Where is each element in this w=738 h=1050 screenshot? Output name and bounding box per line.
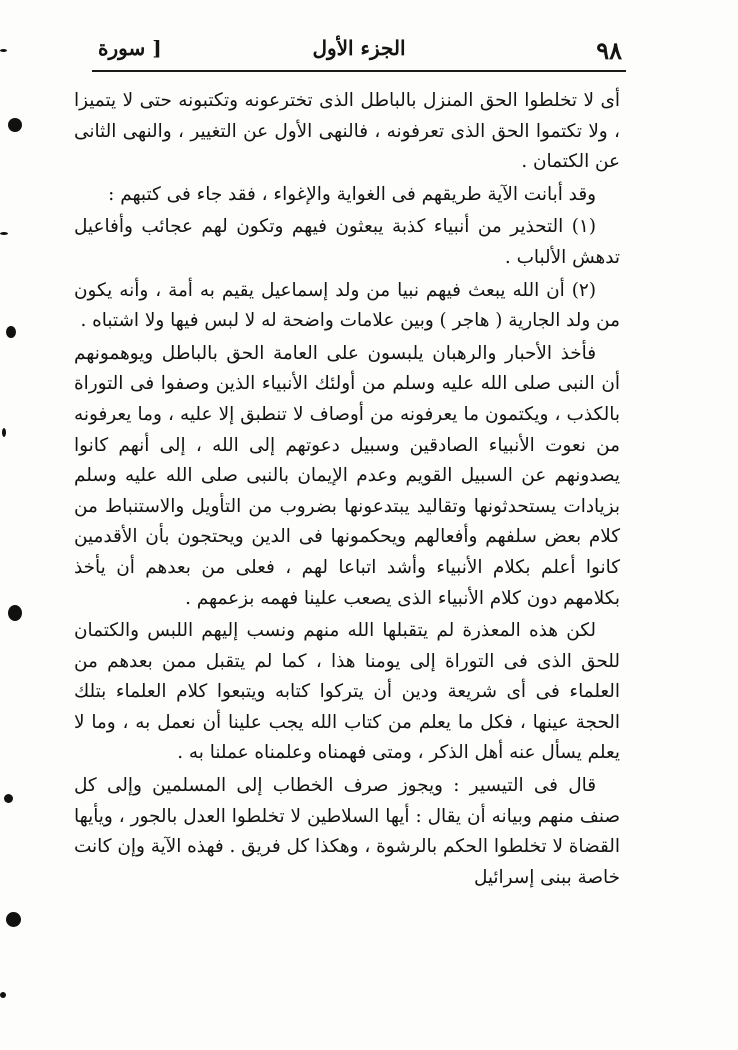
surah-label: [ سورة bbox=[98, 36, 162, 60]
paragraph: قال فى التيسير : ويجوز صرف الخطاب إلى المسلمين وإلى كل صنف منهم وبيانه أن يقال : أيها السلاطين لا تخلطوا العدل بالجور ، ويأيها القضاة لا تخلطوا الحكم بالرشوة ، وهكذا كل فريق . فهذه الآية وإن كانت خاصة ببنى إسرائيل bbox=[74, 775, 620, 888]
scan-speck bbox=[0, 49, 7, 52]
scan-speck bbox=[6, 326, 16, 338]
paragraph: فأخذ الأحبار والرهبان يلبسون على العامة الحق بالباطل ويوهمونهم أن النبى صلى الله عليه وسلم من أولئك الأنبياء الذين وصفوا فى التوراة بالكذب ، ويكتمون ما يعرفونه من أوصاف لا تنطبق إلا عليه ، وما يعرفونه من نعوت الأنبياء الصادقين وسبيل دعوتهم إلى الله ، إلى أنهم كانوا يصدونهم عن السبيل القويم وعدم الإيمان بالنبى صلى الله عليه وسلم بزيادات يستحدثونها وتقاليد يبتدعونها بضروب من التأويل والاستنباط من كلام بعض سلفهم وأفعالهم ويحكمونها فى الدين ويحتجون بأن الأقدمين كانوا أعلم بكلام الأنبياء وأشد اتباعا لهم ، فعلى من بعدهم أن يأخذ بكلامهم دون كلام الأنبياء الذى يصعب علينا فهمه بزعمهم . bbox=[74, 342, 620, 609]
scan-speck bbox=[4, 794, 13, 803]
scan-speck bbox=[8, 605, 22, 621]
part-title: الجزء الأول bbox=[312, 36, 406, 60]
scan-speck bbox=[2, 428, 6, 437]
paragraph: (٢) أن الله يبعث فيهم نبيا من ولد إسماعيل يقيم به أمة ، وأنه يكون من ولد الجارية ( هاجر ) وبين علامات واضحة له لا لبس فيها ولا اشتباه . bbox=[74, 279, 620, 332]
page-number: ٩٨ bbox=[596, 36, 622, 65]
paragraph: (١) التحذير من أنبياء كذبة يبعثون فيهم وتكون لهم عجائب وأفاعيل تدهش الألباب . bbox=[74, 216, 620, 268]
running-header bbox=[92, 34, 626, 68]
scan-speck bbox=[0, 232, 8, 235]
paragraph: وقد أبانت الآية طريقهم فى الغواية والإغواء ، فقد جاء فى كتبهم : bbox=[108, 183, 596, 205]
paragraph: لكن هذه المعذرة لم يتقبلها الله منهم ونسب إليهم اللبس والكتمان للحق الذى فى التوراة إلى يومنا هذا ، كما لم يتقبل ممن بعدهم من العلماء فى أى شريعة ودين أن يتركوا كتابه ويتبعوا كلام العلماء بتلك الحجة عينها ، فكل ما يعلم من كتاب الله يجب علينا أن نعمل به ، وما لا يعلم يسأل عنه أهل الذكر ، ومتى فهمناه وعلمناه عملنا به . bbox=[74, 620, 620, 764]
page-body bbox=[74, 86, 620, 895]
scan-speck bbox=[8, 118, 22, 132]
scan-speck bbox=[6, 912, 21, 927]
header-divider bbox=[92, 70, 626, 72]
paragraph: أى لا تخلطوا الحق المنزل بالباطل الذى تخترعونه وتكتبونه حتى لا يتميزا ، ولا تكتموا الحق الذى تعرفونه ، فالنهى الأول عن التغيير ، والنهى الثانى عن الكتمان . bbox=[74, 90, 620, 173]
scan-speck bbox=[0, 992, 6, 998]
